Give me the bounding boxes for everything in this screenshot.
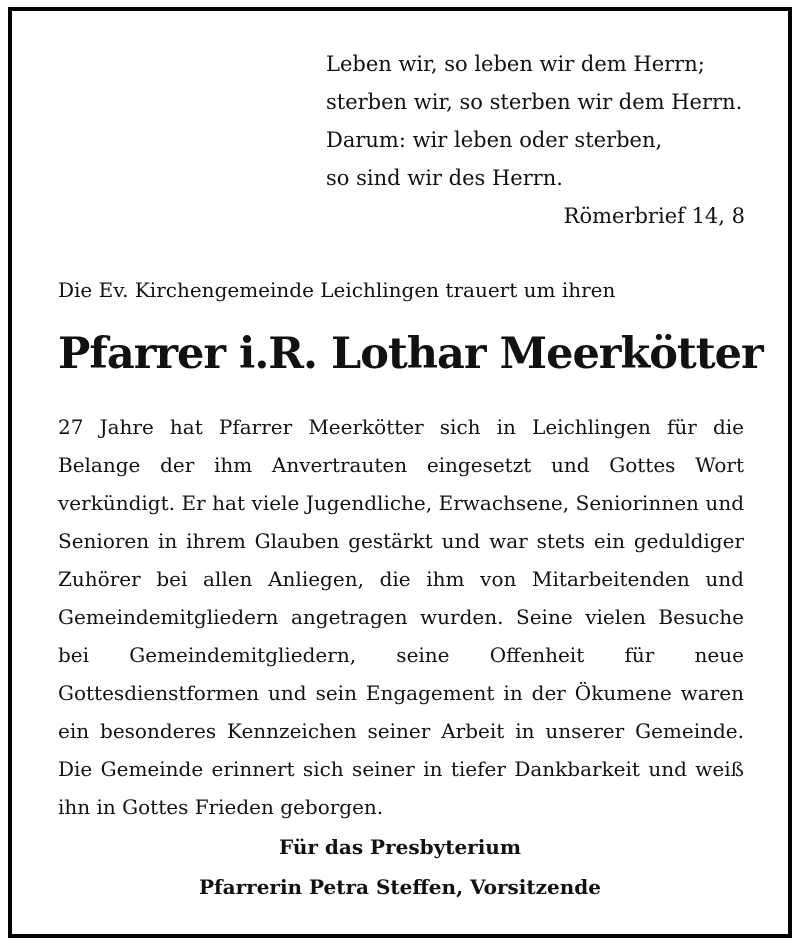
signature-block — [0, 827, 800, 907]
bible-verse — [326, 45, 746, 197]
verse-reference: Römerbrief 14, 8 — [563, 204, 745, 228]
verse-line: Darum: wir leben oder sterben, — [326, 128, 663, 152]
intro-text: Die Ev. Kirchengemeinde Leichlingen trauert um ihren — [58, 278, 616, 302]
signature-line-presbyterium: Für das Presbyterium — [278, 835, 522, 859]
signature-line-chair: Pfarrerin Petra Steffen, Vorsitzende — [199, 875, 601, 899]
verse-line: so sind wir des Herrn. — [326, 166, 563, 190]
deceased-name: Pfarrer i.R. Lothar Meerkötter — [58, 329, 763, 379]
verse-line: Leben wir, so leben wir dem Herrn; — [326, 52, 705, 76]
verse-line: sterben wir, so sterben wir dem Herrn. — [326, 90, 743, 114]
tribute-paragraph: 27 Jahre hat Pfarrer Meerkötter sich in Leichlingen für die Belange der ihm Anvertrauten eingesetzt und Gottes Wort verkündigt. Er hat viele Jugendliche, Erwachsene, Seniorinnen und Senioren in ihrem Glauben gestärkt und war stets ein geduldiger Zuhörer bei allen Anliegen, die ihm von Mitarbeitenden und Gemeindemitgliedern angetragen wurden. Seine vielen Besuche bei Gemeindemitgliedern, seine Offenheit für neue Gottesdienstformen und sein Engagement in der Ökumene waren ein besonderes Kennzeichen seiner Arbeit in unserer Gemeinde. Die Gemeinde erinnert sich seiner in tiefer Dankbarkeit und weiß ihn in Gottes Frieden geborgen. — [58, 415, 744, 819]
